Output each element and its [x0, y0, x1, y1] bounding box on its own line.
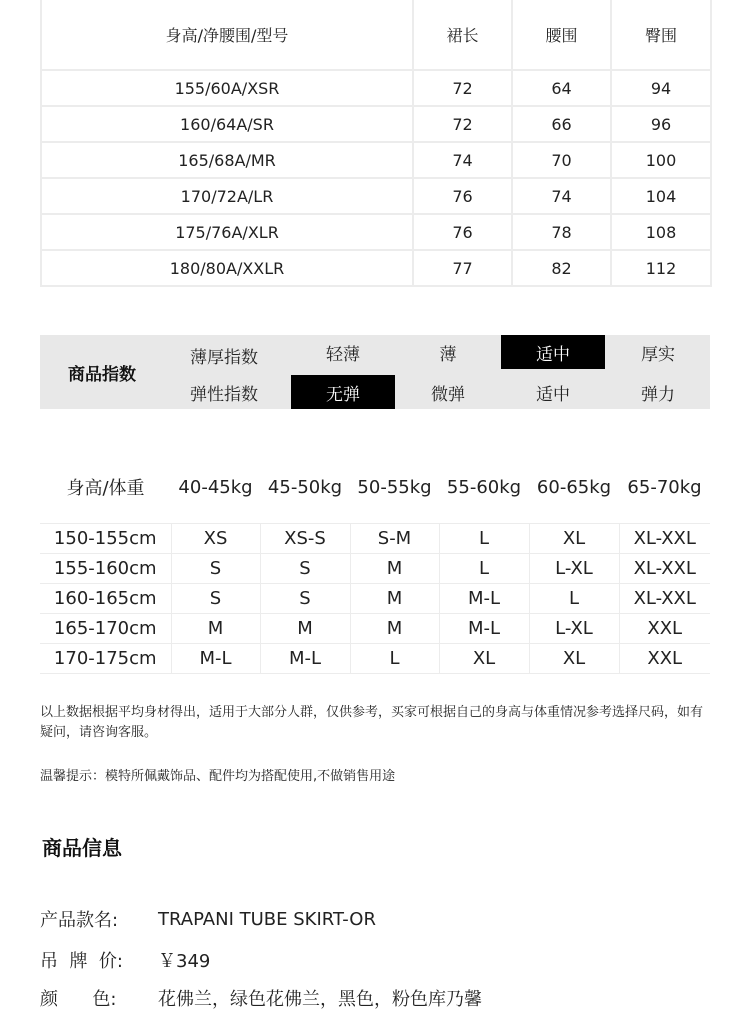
elasticity-option: 弹力: [641, 384, 675, 405]
size-table-header: [41, 0, 711, 70]
size-table-row: [41, 142, 711, 178]
color-row: [40, 986, 482, 1010]
size-cell: 104: [611, 178, 711, 214]
size-table-row: [41, 178, 711, 214]
weight-size-table: [40, 523, 710, 674]
weight-table-row: [40, 584, 710, 614]
size-cell: 72: [413, 106, 512, 142]
thickness-index-label: 薄厚指数: [190, 347, 258, 368]
recommended-size-cell: M: [350, 614, 439, 644]
size-table-row: [41, 250, 711, 286]
weight-header-cell: 50-55kg: [357, 476, 432, 498]
size-cell: 66: [512, 106, 611, 142]
recommended-size-cell: XXL: [619, 614, 710, 644]
thickness-option: 适中: [501, 335, 605, 369]
recommended-size-cell: XS: [171, 524, 260, 554]
recommended-size-cell: XL-XXL: [619, 554, 710, 584]
size-cell: 77: [413, 250, 512, 286]
recommended-size-cell: M: [350, 554, 439, 584]
color-value: 花佛兰，绿色花佛兰，黑色，粉色库乃馨: [158, 989, 482, 1010]
elasticity-option: 微弹: [431, 384, 465, 405]
size-cell: 112: [611, 250, 711, 286]
size-cell: 70: [512, 142, 611, 178]
recommended-size-cell: L-XL: [529, 614, 619, 644]
weight-table-row: [40, 524, 710, 554]
recommended-size-cell: L: [439, 554, 529, 584]
recommended-size-cell: XL-XXL: [619, 584, 710, 614]
recommended-size-cell: XL: [529, 524, 619, 554]
size-cell: 96: [611, 106, 711, 142]
weight-header-cell: 55-60kg: [446, 476, 522, 498]
recommended-size-cell: XL: [439, 644, 529, 674]
tag-price-label: 吊 牌 价:: [40, 951, 123, 972]
size-cell: 155/60A/XSR: [41, 70, 413, 106]
size-cell: 165/68A/MR: [41, 142, 413, 178]
size-header-cell: 臀围: [611, 0, 711, 70]
recommended-size-cell: M-L: [171, 644, 260, 674]
recommended-size-cell: XS-S: [260, 524, 350, 554]
size-table-row: [41, 214, 711, 250]
product-index: [40, 335, 710, 409]
size-cell: 108: [611, 214, 711, 250]
recommended-size-cell: L: [529, 584, 619, 614]
tag-price-value: ￥349: [158, 951, 211, 972]
weight-table-row: [40, 644, 710, 674]
recommended-size-cell: S: [171, 584, 260, 614]
size-table-row: [41, 70, 711, 106]
weight-header-cell: 身高/体重: [66, 478, 145, 499]
weight-header-cell: 65-70kg: [627, 476, 702, 498]
weight-table-row: [40, 614, 710, 644]
thickness-option: 轻薄: [326, 344, 360, 365]
weight-header-cell: 40-45kg: [178, 476, 253, 498]
size-cell: 175/76A/XLR: [41, 214, 413, 250]
height-range-cell: 165-170cm: [40, 614, 171, 644]
weight-header-cell: 45-50kg: [267, 476, 343, 498]
recommended-size-cell: M: [260, 614, 350, 644]
recommended-size-cell: L: [350, 644, 439, 674]
product-info-title: 商品信息: [42, 836, 122, 860]
height-range-cell: 155-160cm: [40, 554, 171, 584]
size-cell: 94: [611, 70, 711, 106]
size-cell: 170/72A/LR: [41, 178, 413, 214]
recommended-size-cell: XXL: [619, 644, 710, 674]
size-cell: 72: [413, 70, 512, 106]
recommended-size-cell: S: [260, 554, 350, 584]
weight-table-row: [40, 554, 710, 584]
tag-price-row: [40, 948, 210, 972]
thickness-option: 薄: [439, 344, 457, 365]
size-cell: 160/64A/SR: [41, 106, 413, 142]
size-cell: 76: [413, 214, 512, 250]
height-range-cell: 170-175cm: [40, 644, 171, 674]
recommended-size-cell: L: [439, 524, 529, 554]
product-name-label: 产品款名:: [40, 910, 119, 931]
size-header-cell: 身高/净腰围/型号: [41, 0, 413, 70]
size-cell: 180/80A/XXLR: [41, 250, 413, 286]
recommended-size-cell: M-L: [260, 644, 350, 674]
size-header-cell: 腰围: [512, 0, 611, 70]
product-name-row: [40, 907, 376, 931]
warm-tip: 温馨提示：模特所佩戴饰品、配件均为搭配使用,不做销售用途: [40, 769, 396, 784]
recommended-size-cell: S-M: [350, 524, 439, 554]
size-cell: 74: [512, 178, 611, 214]
recommended-size-cell: M: [350, 584, 439, 614]
recommended-size-cell: M: [171, 614, 260, 644]
product-index-title: 商品指数: [68, 364, 136, 385]
size-cell: 64: [512, 70, 611, 106]
product-name-value: TRAPANI TUBE SKIRT-OR: [158, 908, 376, 930]
elasticity-option: 适中: [536, 384, 570, 405]
size-cell: 82: [512, 250, 611, 286]
size-cell: 76: [413, 178, 512, 214]
elasticity-index-label: 弹性指数: [190, 384, 258, 405]
size-table: [40, 0, 712, 287]
color-label: 颜 色:: [40, 989, 117, 1010]
size-disclaimer: 以上数据根据平均身材得出，适用于大部分人群，仅供参考，买家可根据自己的身高与体重情况参考选择尺码，如有疑问，请咨询客服。: [40, 705, 704, 740]
recommended-size-cell: S: [171, 554, 260, 584]
size-table-row: [41, 106, 711, 142]
recommended-size-cell: XL-XXL: [619, 524, 710, 554]
size-cell: 100: [611, 142, 711, 178]
height-range-cell: 150-155cm: [40, 524, 171, 554]
recommended-size-cell: M-L: [439, 614, 529, 644]
size-cell: 74: [413, 142, 512, 178]
height-range-cell: 160-165cm: [40, 584, 171, 614]
weight-table-header: [40, 466, 710, 508]
elasticity-option: 无弹: [291, 375, 395, 409]
thickness-option: 厚实: [641, 344, 675, 365]
size-header-cell: 裙长: [413, 0, 512, 70]
recommended-size-cell: XL: [529, 644, 619, 674]
size-cell: 78: [512, 214, 611, 250]
recommended-size-cell: S: [260, 584, 350, 614]
weight-header-cell: 60-65kg: [536, 476, 612, 498]
recommended-size-cell: L-XL: [529, 554, 619, 584]
recommended-size-cell: M-L: [439, 584, 529, 614]
